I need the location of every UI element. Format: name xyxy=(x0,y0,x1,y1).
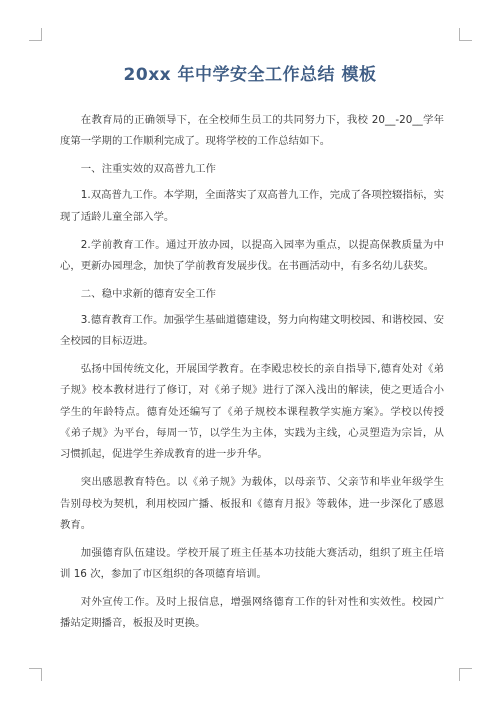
intro-paragraph: 在教育局的正确领导下，在全校师生员工的共同努力下，我校 20__-20__学年度第一学期的工作顺利完成了。现将学校的工作总结如下。 xyxy=(60,114,444,148)
paragraph-shuanggao: 1.双高普九工作。本学期，全面落实了双高普九工作，完成了各项控辍指标，实现了适龄儿童全部入学。 xyxy=(60,189,444,223)
crop-mark-top-right xyxy=(459,28,472,41)
document-title: 20xx 年中学安全工作总结 模板 xyxy=(123,65,377,85)
crop-mark-bottom-left xyxy=(29,668,42,681)
paragraph-preschool: 2.学前教育工作。通过开放办园，以提高入园率为重点，以提高保教质量为中心，更新办园理念，加快了学前教育发展步伐。在书画活动中，有多名幼儿获奖。 xyxy=(60,238,444,272)
crop-mark-bottom-right xyxy=(459,668,472,681)
paragraph-gratitude: 突出感恩教育特色。以《弟子规》为载体，以母亲节、父亲节和毕业年级学生告别母校为契机，利用校园广播、板报和《德育月报》等载体，进一步深化了感恩教育。 xyxy=(60,476,444,531)
paragraph-traditional-culture: 弘扬中国传统文化，开展国学教育。在李殿忠校长的亲自指导下,德育处对《弟子规》校本教材进行了修订，对《弟子规》进行了深入浅出的解读，使之更适合小学生的年龄特点。德育处还编写了《弟子规校本课程教学实施方案》。学校以传授《弟子规》为平台，每周一节，以学生为主体，实践为主线，心灵塑造为宗旨，从习惯抓起，促进学生养成教育的进一步升华。 xyxy=(60,363,444,461)
document-body xyxy=(60,110,444,641)
paragraph-publicity: 对外宣传工作。及时上报信息，增强网络德育工作的针对性和实效性。校园广播站定期播音，板报及时更换。 xyxy=(60,596,444,630)
paragraph-team-building: 加强德育队伍建设。学校开展了班主任基本功技能大赛活动，组织了班主任培训 16 次，参加了市区组织的各项德育培训。 xyxy=(60,546,444,581)
section-heading-1: 一、注重实效的双高普九工作 xyxy=(80,163,216,176)
paragraph-moral-education: 3.德育教育工作。加强学生基础道德建设，努力向构建文明校园、和谐校园、安全校园的目标迈进。 xyxy=(60,313,444,348)
section-heading-2: 二、稳中求新的德育安全工作 xyxy=(80,287,216,300)
crop-mark-top-left xyxy=(29,28,42,41)
